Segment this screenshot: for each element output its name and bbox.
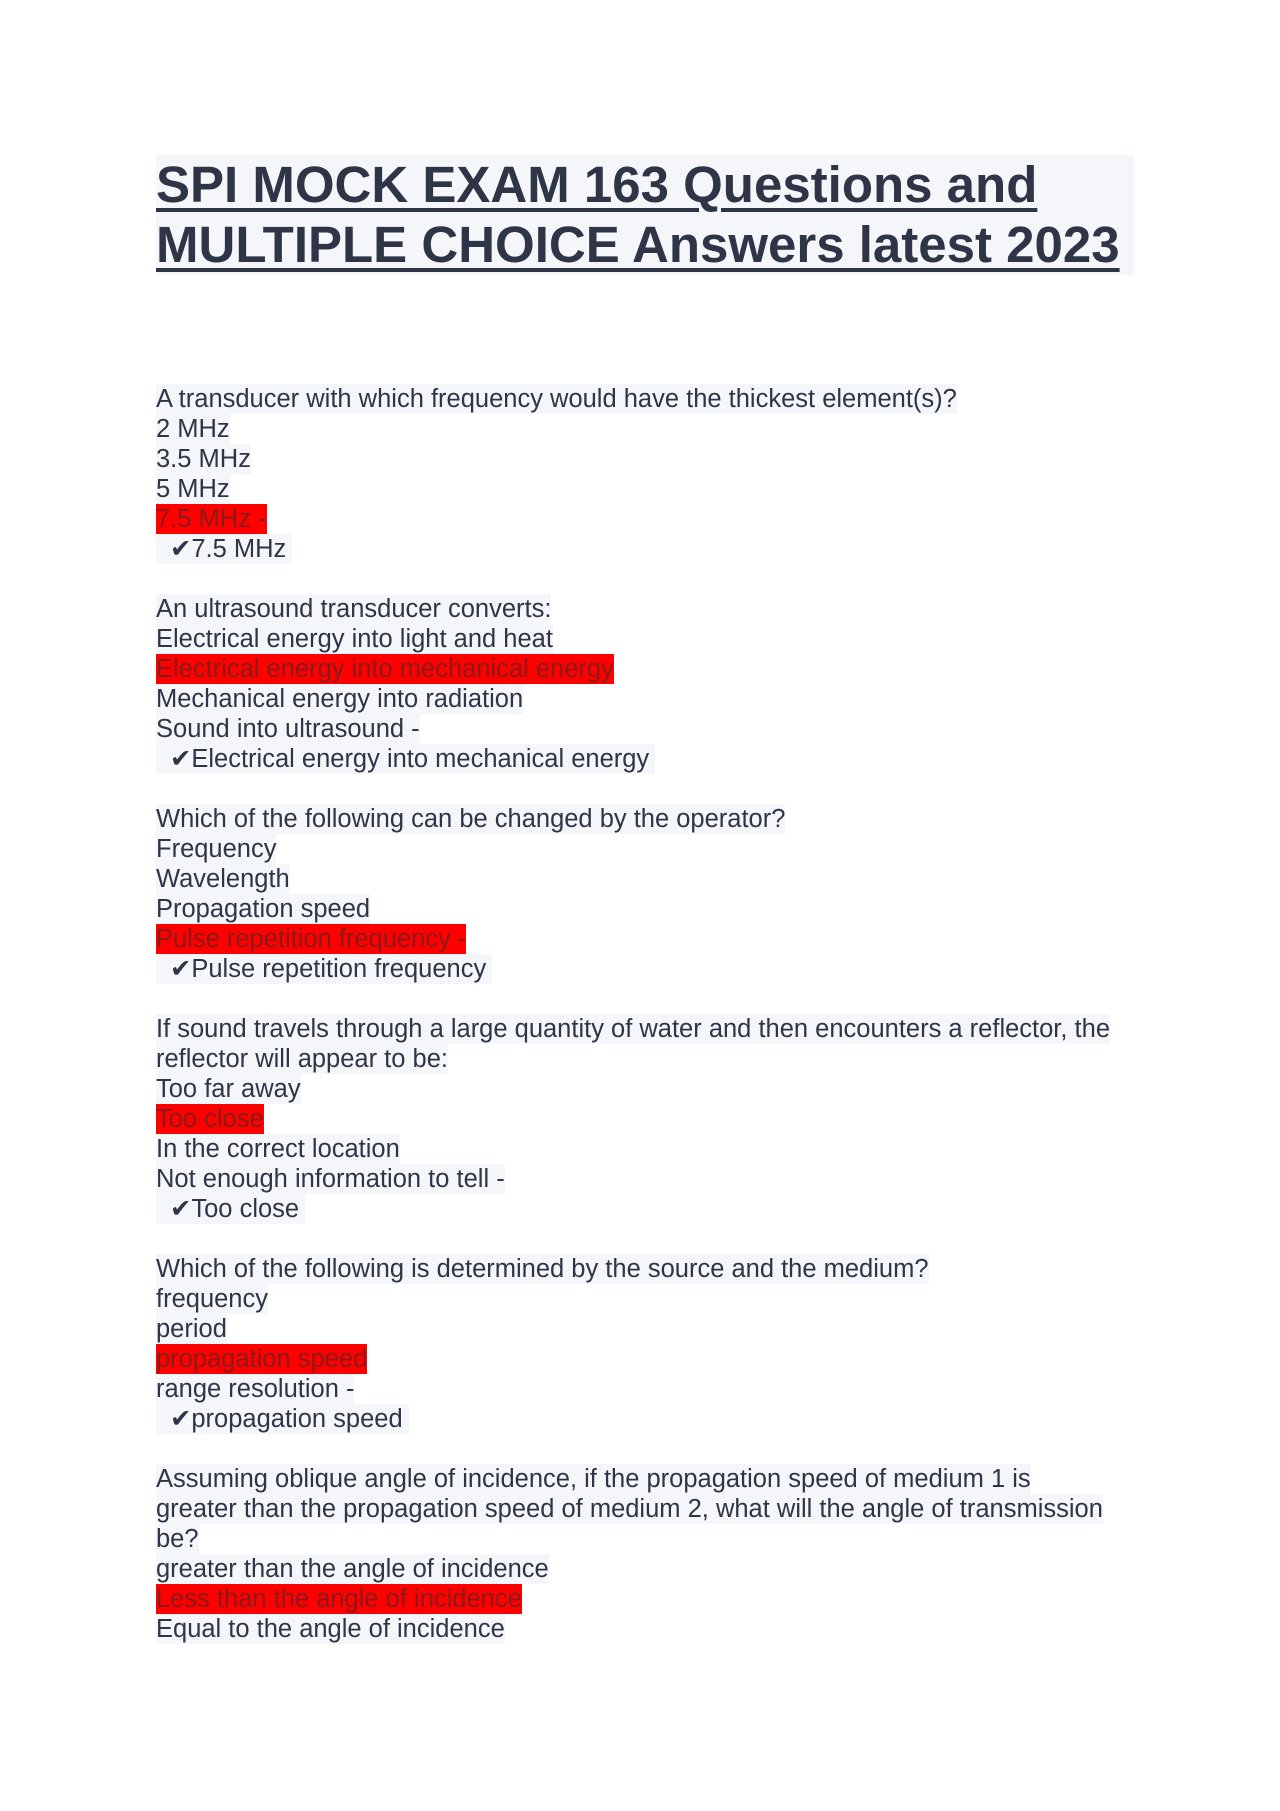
question-block bbox=[156, 594, 1136, 774]
question-text: An ultrasound transducer converts: bbox=[156, 595, 552, 623]
question-block bbox=[156, 1464, 1136, 1644]
question-text: be? bbox=[156, 1525, 199, 1553]
answer-option: Too far away bbox=[156, 1075, 301, 1103]
correct-answer: ✔7.5 MHz bbox=[156, 534, 292, 564]
highlighted-option: Less than the angle of incidence bbox=[156, 1585, 522, 1613]
answer-option: 5 MHz bbox=[156, 475, 230, 503]
highlighted-option: propagation speed bbox=[156, 1345, 368, 1373]
answer-option: Propagation speed bbox=[156, 895, 371, 923]
question-text: Which of the following can be changed by the operator? bbox=[156, 805, 786, 833]
question-block bbox=[156, 1254, 1136, 1434]
question-text: A transducer with which frequency would have the thickest element(s)? bbox=[156, 385, 957, 413]
question-text: Which of the following is determined by the source and the medium? bbox=[156, 1255, 929, 1283]
correct-answer: ✔Electrical energy into mechanical energy bbox=[156, 744, 655, 774]
highlighted-option: Too close bbox=[156, 1105, 264, 1133]
questions-list bbox=[156, 384, 1136, 1674]
question-block bbox=[156, 1014, 1136, 1224]
answer-option: range resolution - bbox=[156, 1375, 355, 1403]
answer-option: Equal to the angle of incidence bbox=[156, 1615, 505, 1643]
answer-option: Mechanical energy into radiation bbox=[156, 685, 524, 713]
correct-answer: ✔Pulse repetition frequency bbox=[156, 954, 492, 984]
answer-option: Sound into ultrasound - bbox=[156, 715, 420, 743]
answer-option: Not enough information to tell - bbox=[156, 1165, 505, 1193]
correct-answer: ✔Too close bbox=[156, 1194, 305, 1224]
answer-option: Electrical energy into light and heat bbox=[156, 625, 553, 653]
question-block bbox=[156, 804, 1136, 984]
correct-answer: ✔propagation speed bbox=[156, 1404, 409, 1434]
highlighted-option: 7.5 MHz - bbox=[156, 505, 267, 533]
title-block bbox=[156, 155, 1134, 275]
document-title: SPI MOCK EXAM 163 Questions and MULTIPLE CHOICE Answers latest 2023 bbox=[156, 156, 1120, 273]
highlighted-option: Pulse repetition frequency - bbox=[156, 925, 467, 953]
question-text: Assuming oblique angle of incidence, if the propagation speed of medium 1 is bbox=[156, 1465, 1031, 1493]
answer-option: Frequency bbox=[156, 835, 277, 863]
answer-option: 3.5 MHz bbox=[156, 445, 251, 473]
question-text: reflector will appear to be: bbox=[156, 1045, 448, 1073]
answer-option: period bbox=[156, 1315, 227, 1343]
answer-option: frequency bbox=[156, 1285, 268, 1313]
question-text: greater than the propagation speed of medium 2, what will the angle of transmission bbox=[156, 1495, 1103, 1523]
answer-option: In the correct location bbox=[156, 1135, 400, 1163]
question-text: If sound travels through a large quantity of water and then encounters a reflector, the bbox=[156, 1015, 1111, 1043]
highlighted-option: Electrical energy into mechanical energy bbox=[156, 655, 614, 683]
question-block bbox=[156, 384, 1136, 564]
answer-option: greater than the angle of incidence bbox=[156, 1555, 549, 1583]
answer-option: 2 MHz bbox=[156, 415, 230, 443]
answer-option: Wavelength bbox=[156, 865, 290, 893]
